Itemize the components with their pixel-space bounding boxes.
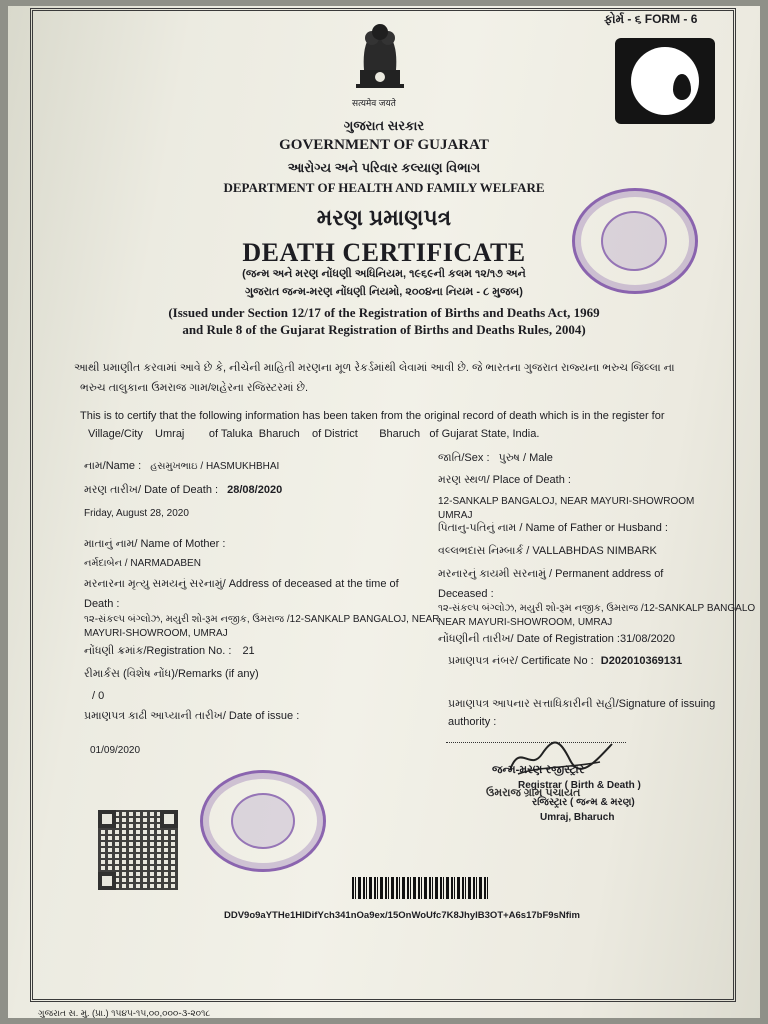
certificate-number-value: D202010369131 xyxy=(600,655,683,667)
govt-title-gujarati: ગુજરાત સરકાર xyxy=(343,118,425,133)
date-of-death-value: 28/08/2020 xyxy=(227,484,283,496)
registration-number-label: નોંધણી ક્રમાંક/Registration No. : xyxy=(84,645,232,657)
certificate-number-label: પ્રમાણપત્ર નંબર/ Certificate No : xyxy=(448,655,594,667)
permanent-address-label-2: Deceased : xyxy=(438,588,494,600)
signature-label-1: પ્રમાણપત્ર આપનાર સત્તાધિકારીની સહી/Signature of issuing xyxy=(448,698,716,710)
footer-print-line: ગુજરાત સ. મુ. (પ્રા.) ૧૫૪૫-૧૫,૦૦,૦૦૦-૩-૨૦૧૮ xyxy=(38,1008,211,1018)
certificate-title-gujarati: મરણ પ્રમાણપત્ર xyxy=(316,205,452,230)
registrar-office: Umraj, Bharuch xyxy=(540,812,615,823)
father-name-label: પિતાનુ-પતિનું નામ / Name of Father or Husband : xyxy=(438,522,668,534)
date-of-death-row xyxy=(84,484,282,497)
name-label: નામ/Name : xyxy=(84,460,142,472)
intro-english-2: Village/City Umraj of Taluka Bharuch of District Bharuch of Gujarat State, India. xyxy=(88,428,540,440)
certificate-number-row xyxy=(448,655,682,668)
place-of-death-label: મરણ સ્થળ/ Place of Death : xyxy=(438,474,571,486)
date-of-issue-label: પ્રમાણપત્ર કાઢી આપ્યાની તારીખ/ Date of issue : xyxy=(84,710,300,722)
qr-code-icon xyxy=(98,810,178,890)
registrar-title-gujarati: જન્મ-મરણ રજીસ્ટ્રાર xyxy=(492,764,585,776)
address-label-2: Death : xyxy=(84,598,120,610)
registration-number-row xyxy=(84,645,255,658)
issued-under-gujarati-2: ગુજરાત જન્મ-મરણ નોંધણી નિયમો, ૨૦૦૪ના નિયમ - ૮ મુજબ) xyxy=(245,286,523,298)
panchayat-stamp-top xyxy=(572,188,698,294)
place-of-death-value-1: 12-SANKALP BANGALOJ, NEAR MAYURI-SHOWROOM xyxy=(438,496,695,507)
name-value: હસમુખભાઇ / HASMUKHBHAI xyxy=(150,461,280,472)
name-row xyxy=(84,460,279,473)
dept-title-gujarati: આરોગ્ય અને પરિવાર કલ્યાણ વિભાગ xyxy=(287,160,481,175)
issued-under-gujarati-1: (જન્મ અને મરણ નોંધણી અધિનિયમ, ૧૯૬૯ની કલમ ૧૨/૧૭ અને xyxy=(242,268,526,280)
mother-name-value: નર્મદાબેન / NARMADABEN xyxy=(84,558,201,569)
intro-english-1: This is to certify that the following information has been taken from the original record of death which is in the register for xyxy=(80,410,665,422)
registration-date-label: નોંધણીની તારીખ/ Date of Registration : xyxy=(438,633,620,645)
verification-code: DDV9o9aYTHe1HIDifYch341nOa9ex/15OnWoUfc7K8JhyIB3OT+A6s17bF9sNfim xyxy=(224,910,580,921)
permanent-address-value-1: ૧૨-સંકલ્પ બંગ્લોઝ, મયુરી શો-રૂમ નજીક, ઉમરાજ /12-SANKALP BANGALO xyxy=(438,603,756,614)
ashoka-emblem-icon xyxy=(350,14,410,94)
form-number: ફોર્મ - ૬ FORM - 6 xyxy=(604,12,698,26)
dept-title: DEPARTMENT OF HEALTH AND FAMILY WELFARE xyxy=(223,180,545,195)
registrar-title: Registrar ( Birth & Death ) xyxy=(518,780,641,791)
govt-title: GOVERNMENT OF GUJARAT xyxy=(279,137,489,153)
sex-value: પુરુષ / Male xyxy=(498,452,553,464)
issued-under-1: (Issued under Section 12/17 of the Registration of Births and Deaths Act, 1969 xyxy=(168,305,600,320)
registrar-title-gujarati-2: રજિસ્ટ્રાર ( જન્મ & મરણ) xyxy=(532,797,635,808)
permanent-address-value-2: NEAR MAYURI-SHOWROOM, UMRAJ xyxy=(438,617,613,628)
date-of-death-words: Friday, August 28, 2020 xyxy=(84,508,189,519)
address-label-1: મરનારના મૃત્યુ સમયનું સરનામું/ Address of deceased at the time of xyxy=(84,578,399,590)
registration-number-value: 21 xyxy=(242,645,255,657)
remarks-label: રીમાર્કસ (વિશેષ નોંધ)/Remarks (if any) xyxy=(84,668,259,680)
signature-label-2: authority : xyxy=(448,716,497,728)
intro-gujarati-2: ભરુચ તાલુકાના ઉમરાજ ગામ/શહેરના રજિસ્ટરમાં છે. xyxy=(80,382,309,394)
mother-name-label: માતાનું નામ/ Name of Mother : xyxy=(84,538,226,550)
place-of-death-value-2: UMRAJ xyxy=(438,510,473,521)
date-of-death-label: મરણ તારીખ/ Date of Death : xyxy=(84,484,219,496)
panchayat-stamp-bottom xyxy=(200,770,326,872)
registration-date-value: 31/08/2020 xyxy=(619,633,676,645)
certificate-title: DEATH CERTIFICATE xyxy=(242,238,526,267)
registration-date-row xyxy=(438,633,675,646)
address-value-2: MAYURI-SHOWROOM, UMRAJ xyxy=(84,628,228,639)
issued-under-2: and Rule 8 of the Gujarat Registration of Births and Deaths Rules, 2004) xyxy=(182,322,586,337)
remarks-value: / 0 xyxy=(92,690,105,702)
date-of-issue-value: 01/09/2020 xyxy=(90,745,141,756)
sex-row xyxy=(438,452,553,465)
emblem-motto: सत्यमेव जयते xyxy=(352,98,396,108)
intro-gujarati-1: આથી પ્રમાણીત કરવામાં આવે છે કે, નીચેની માહિતી મરણના મૂળ રેકર્ડમાંથી લેવામાં આવી છે. જે ભારતના ગુજરાત રાજ્યના ભરુચ જિલ્લા ના xyxy=(74,362,675,374)
egov-logo-icon xyxy=(615,38,715,124)
panchayat-name-gujarati: ઉમરાજ ગ્રામ પંચાયત xyxy=(486,787,581,799)
sex-label: જાતિ/Sex : xyxy=(438,452,490,464)
barcode-icon xyxy=(352,877,488,899)
father-name-value: વલ્લભદાસ નિમ્બાર્ક / VALLABHDAS NIMBARK xyxy=(438,545,657,557)
address-value-1: ૧૨-સંકલ્પ બંગ્લોઝ, મયુરી શો-રૂમ નજીક, ઉમરાજ /12-SANKALP BANGALOJ, NEAR xyxy=(84,614,440,625)
permanent-address-label-1: મરનારનું કાયમી સરનામું / Permanent address of xyxy=(438,568,664,580)
